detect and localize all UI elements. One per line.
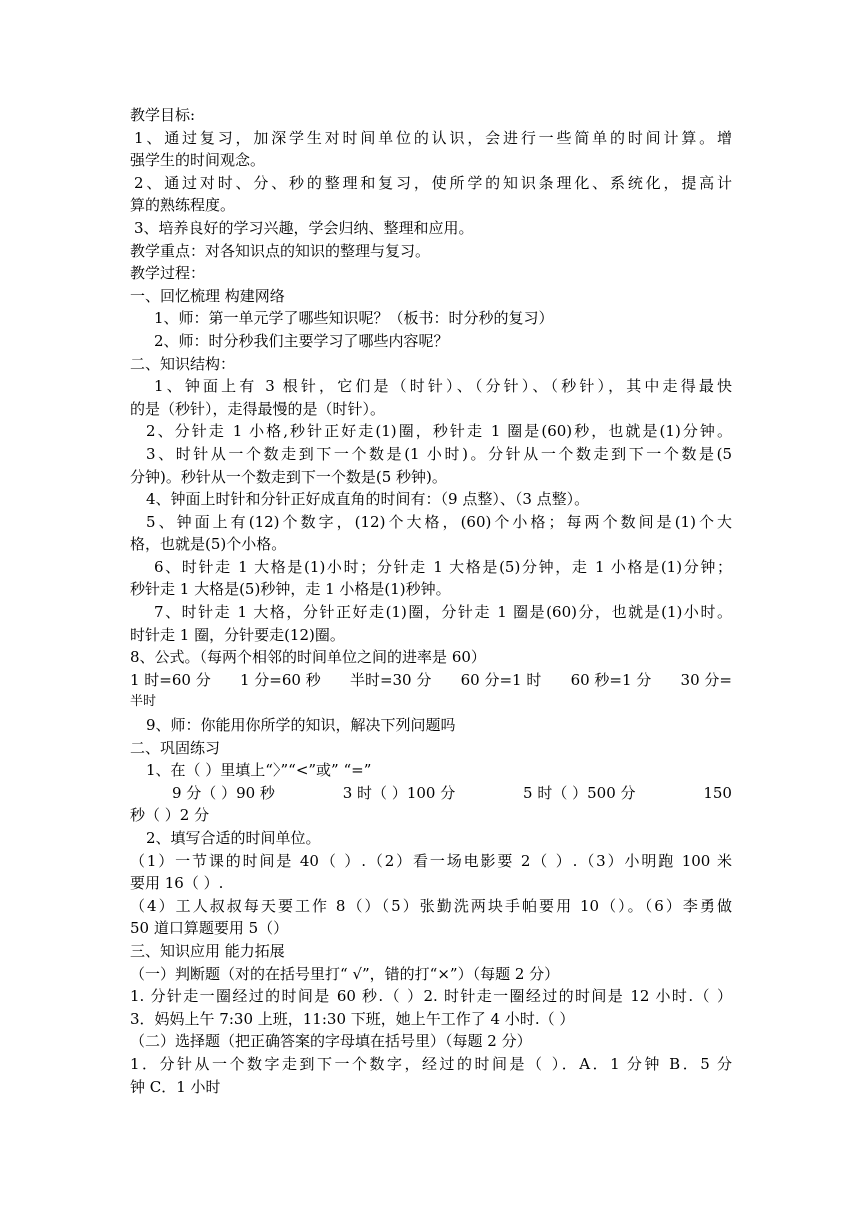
goal-1-line-1: 1、通过复习，加深学生对时间单位的认识，会进行一些简单的时间计算。增 — [134, 128, 732, 147]
knowledge-8-formula-title: 8、公式。（每两个相邻的时间单位之间的进率是 60） — [130, 648, 486, 667]
practice-2-prompt: 2、填写合适的时间单位。 — [146, 829, 321, 847]
compare-item: 150 — [703, 783, 732, 802]
knowledge-5-line-1: 5、钟面上有(12)个数字，(12)个大格，(60)个小格；每两个数间是(1)个大 — [146, 512, 732, 531]
practice-2-line-3: （4）工人叔叔每天要工作 8（）（5）张勤洗两块手帕要用 10（）。（6）李勇做 — [130, 896, 732, 915]
section-1-title: 一、回忆梳理 构建网络 — [130, 286, 285, 305]
knowledge-3-line-2: 分钟)。秒针从一个数走到下一个数是(5 秒钟)。 — [130, 467, 447, 486]
choice-title: （二）选择题（把正确答案的字母填在括号里）（每题 2 分） — [130, 1032, 532, 1051]
compare-item: 3 时（ ）100 分 — [342, 783, 456, 802]
formula-item: 1 分=60 秒 — [239, 670, 321, 689]
knowledge-2: 2、分针走 1 小格,秒针正好走(1)圈，秒针走 1 圈是(60)秒，也就是(1)分钟。 — [146, 422, 732, 441]
section-3-title: 三、知识应用 能力拓展 — [130, 941, 285, 960]
knowledge-7-line-1: 7、时针走 1 大格，分针正好走(1)圈，分针走 1 圈是(60)分，也就是(1)小时。 — [154, 603, 732, 622]
heading-process: 教学过程： — [130, 264, 206, 283]
choice-item-1-line-2: 钟 C．1 小时 — [130, 1077, 221, 1096]
knowledge-6-line-1: 6、时针走 1 大格是(1)小时；分针走 1 大格是(5)分钟，走 1 小格是(1)分钟； — [154, 557, 732, 576]
section-practice-title: 二、巩固练习 — [130, 738, 221, 757]
formula-item: 60 秒=1 分 — [570, 670, 652, 689]
formula-item: 半时=30 分 — [349, 670, 432, 689]
judge-title: （一）判断题（对的在括号里打“ √”，错的打“×”）（每题 2 分） — [130, 964, 560, 983]
section-2-title: 二、知识结构： — [130, 354, 236, 373]
formula-item: 1 时=60 分 — [130, 670, 211, 689]
heading-teaching-goals: 教学目标: — [130, 106, 196, 124]
compare-item: 5 时（ ）500 分 — [523, 783, 636, 802]
judge-items-1-2: 1. 分针走一圈经过的时间是 60 秒.（ ）2. 时针走一圈经过的时间是 12 小时.（ ） — [130, 987, 732, 1006]
goal-1-line-2: 强学生的时间观念。 — [130, 151, 266, 170]
knowledge-1-line-2: 的是（秒针），走得最慢的是（时针）。 — [130, 399, 386, 418]
judge-item-3: 3．妈妈上午 7:30 上班，11:30 下班，她上午工作了 4 小时.（ ） — [130, 1009, 575, 1028]
compare-item: 9 分（ ）90 秒 — [172, 783, 275, 802]
section-1-item-2: 2、师：时分秒我们主要学习了哪些内容呢？ — [154, 331, 449, 350]
compare-row-wrap: 秒（ ）2 分 — [130, 806, 210, 825]
section-1-item-1: 1、师：第一单元学了哪些知识呢？（板书：时分秒的复习） — [154, 309, 554, 328]
document-body — [130, 104, 732, 1098]
formula-item: 60 分=1 时 — [460, 670, 542, 689]
goal-2-line-2: 算的熟练程度。 — [130, 196, 236, 215]
knowledge-7-line-2: 时针走 1 圈，分针要走(12)圈。 — [130, 625, 345, 644]
practice-2-line-2: 要用 16（ ）. — [130, 874, 224, 893]
goal-2-line-1: 2、通过对时、分、秒的整理和复习，使所学的知识条理化、系统化，提高计 — [134, 173, 732, 192]
knowledge-5-line-2: 格，也就是(5)个小格。 — [130, 535, 287, 554]
knowledge-4: 4、钟面上时针和分针正好成直角的时间有：（9 点整）、（3 点整）。 — [146, 490, 590, 509]
practice-2-line-1: （1）一节课的时间是 40（ ）.（2）看一场电影要 2（ ）.（3）小明跑 100 米 — [130, 851, 732, 870]
formula-item: 30 分= — [680, 670, 732, 689]
choice-item-1-line-1: 1．分针从一个数字走到下一个数字，经过的时间是（ ）．A．1 分钟 B．5 分 — [130, 1054, 732, 1073]
compare-row — [130, 782, 732, 805]
formula-row — [130, 669, 732, 692]
practice-1-prompt: 1、在（ ）里填上“〉”“<”或” “=” — [146, 761, 372, 780]
section-2-item-9: 9、师：你能用你所学的知识，解决下列问题吗 — [146, 716, 456, 735]
practice-2-line-4: 50 道口算题要用 5（） — [130, 919, 289, 938]
knowledge-1-line-1: 1、钟面上有 3 根针，它们是（时针）、（分针）、（秒针），其中走得最快 — [154, 377, 732, 396]
heading-key-points: 教学重点：对各知识点的知识的整理与复习。 — [130, 241, 431, 260]
formula-wrap: 半时 — [130, 694, 157, 710]
knowledge-6-line-2: 秒针走 1 大格是(5)秒钟，走 1 小格是(1)秒钟。 — [130, 580, 451, 599]
knowledge-3-line-1: 3、时针从一个数走到下一个数是(1 小时)。分针从一个数走到下一个数是(5 — [146, 444, 732, 463]
goal-3: 3、培养良好的学习兴趣，学会归纳、整理和应用。 — [134, 218, 474, 237]
